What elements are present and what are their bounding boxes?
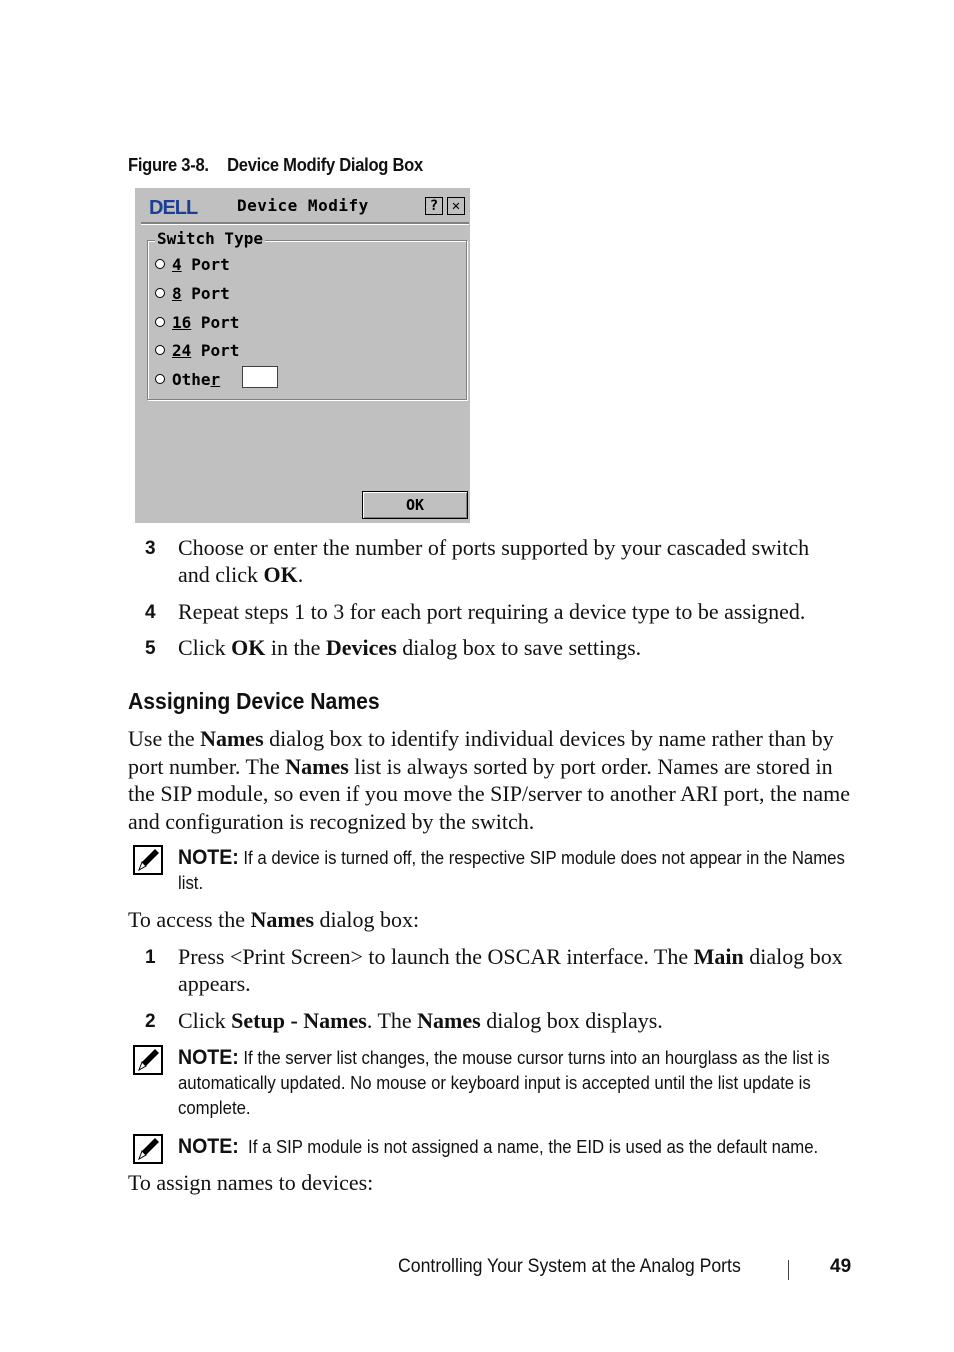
access-line: To access the Names dialog box: (128, 907, 420, 932)
note-1: NOTE: If a device is turned off, the respective SIP module does not appear in the Names list. (133, 845, 863, 896)
title-divider (141, 222, 469, 225)
footer-divider (788, 1260, 789, 1280)
help-icon: ? (429, 198, 439, 214)
radio-8-key: 8 (172, 283, 182, 303)
step-text: Click Setup - Names. The Names dialog box displays. (178, 1008, 663, 1033)
other-ports-input[interactable] (242, 366, 278, 388)
radio-8-label: Port (181, 283, 230, 303)
step-1 (145, 943, 845, 997)
step-text: Click OK in the Devices dialog box to save settings. (178, 635, 642, 660)
note-2: NOTE: If the server list changes, the mouse cursor turns into an hourglass as the list is automatically updated. No mouse or keyboard input is accepted until the list update is complete. (133, 1045, 863, 1121)
pencil-note-icon (133, 1134, 163, 1164)
radio-24-label: Port (191, 340, 240, 360)
radio-circle-icon (155, 259, 165, 269)
step-5 (145, 634, 845, 661)
radio-circle-icon (155, 345, 165, 355)
figure-number: Figure 3-8. (128, 155, 209, 175)
note-3: NOTE: If a SIP module is not assigned a name, the EID is used as the default name. (133, 1134, 863, 1160)
radio-other-key: r (210, 369, 221, 389)
close-icon: ✕ (451, 198, 461, 214)
pencil-note-icon (133, 845, 163, 875)
dialog-title: Device Modify (237, 196, 369, 215)
pencil-note-icon (133, 1045, 163, 1075)
device-modify-dialog (133, 186, 470, 523)
section-heading: Assigning Device Names (128, 688, 380, 714)
step-number: 4 (145, 602, 156, 623)
radio-other[interactable] (155, 368, 220, 390)
step-4 (145, 598, 845, 625)
step-number: 3 (145, 538, 156, 559)
help-button[interactable] (425, 197, 443, 215)
dialog-title-bar (141, 195, 468, 219)
ok-button[interactable]: OK (362, 491, 468, 519)
step-number: 2 (145, 1011, 156, 1032)
radio-24-port[interactable] (155, 339, 239, 361)
radio-4-label: Port (181, 254, 230, 274)
radio-8-port[interactable] (155, 282, 230, 304)
radio-circle-icon (155, 317, 165, 327)
radio-4-port[interactable] (155, 253, 230, 275)
step-number: 1 (145, 947, 156, 968)
step-text: Press <Print Screen> to launch the OSCAR interface. The Main dialog box appears. (178, 944, 843, 996)
radio-other-label: Othe (172, 369, 211, 389)
close-button[interactable] (447, 197, 465, 215)
step-text: Repeat steps 1 to 3 for each port requiring a device type to be assigned. (178, 599, 806, 624)
radio-16-key: 16 (172, 312, 192, 332)
radio-circle-icon (155, 288, 165, 298)
step-text: Choose or enter the number of ports supported by your cascaded switch and click OK. (178, 535, 810, 587)
radio-16-port[interactable] (155, 311, 239, 333)
figure-title: Device Modify Dialog Box (227, 155, 423, 175)
assign-line: To assign names to devices: (128, 1170, 374, 1195)
step-number: 5 (145, 638, 156, 659)
switch-type-legend: Switch Type (157, 229, 263, 248)
svg-text:DELL: DELL (149, 197, 198, 217)
step-3 (145, 534, 845, 588)
radio-4-key: 4 (172, 254, 182, 274)
radio-circle-icon (155, 374, 165, 384)
radio-24-key: 24 (172, 340, 192, 360)
intro-paragraph: Use the Names dialog box to identify individual devices by name rather than by port number. The Names list is always sorted by port order. Names are stored in the SIP module, so even if you move the SIP/server to another ARI port, the name and configuration is recognized by the switch. (128, 726, 850, 834)
radio-16-label: Port (191, 312, 240, 332)
page-number: 49 (830, 1256, 852, 1277)
figure-caption (128, 155, 423, 176)
dell-logo-icon (149, 197, 213, 217)
footer-chapter-title: Controlling Your System at the Analog Ports (398, 1256, 741, 1277)
step-2 (145, 1007, 845, 1034)
